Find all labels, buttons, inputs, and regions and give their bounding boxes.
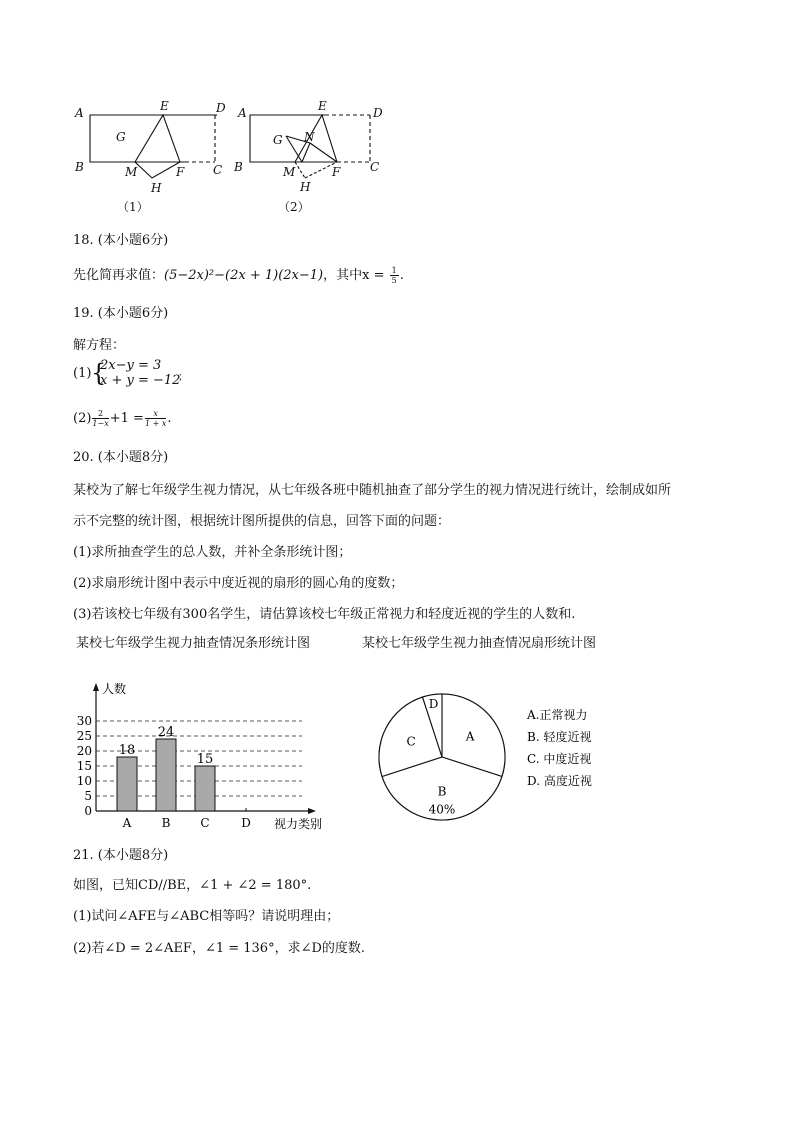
fig2-label-C: C [370, 160, 380, 174]
bar-value-label: 18 [118, 743, 136, 758]
pie-legend-item: A.正常视力 [527, 708, 588, 722]
x-axis-label: 视力类别 [274, 817, 323, 831]
y-tick-label: 0 [84, 804, 92, 818]
pie-legend-item: C. 中度近视 [527, 752, 592, 766]
pie-slice-label: B [437, 784, 447, 799]
q19-heading: 19. (本小题6分) [73, 306, 169, 321]
fig1-label-H: H [151, 181, 162, 195]
fig1-caption: （1） [117, 200, 149, 214]
fig2-label-B: B [234, 160, 243, 174]
y-tick-label: 30 [76, 714, 92, 728]
pie-slice-percent: 40% [428, 802, 456, 817]
q20-line2: 示不完整的统计图，根据统计图所提供的信息，回答下面的问题： [73, 514, 451, 529]
q20-line1: 某校为了解七年级学生视力情况，从七年级各班中随机抽查了部分学生的视力情况进行统计，绘制成如所 [73, 483, 672, 498]
fig2-label-F: F [332, 165, 341, 179]
figure-2 [250, 115, 370, 178]
fig1-label-E: E [160, 99, 169, 113]
x-tick-label: B [161, 816, 171, 830]
fig1-label-D: D [216, 101, 226, 115]
y-axis-arrow-icon [93, 683, 99, 691]
q21-sub1: (1)试问∠AFE与∠ABC相等吗？请说明理由； [73, 909, 340, 924]
pie-slice-label: C [406, 734, 416, 749]
fig2-caption: （2） [278, 200, 310, 214]
q18-expression: (5−2x)²−(2x + 1)(2x−1) [164, 268, 324, 283]
geometry-figures [70, 96, 400, 221]
pie-legend-item: B. 轻度近视 [527, 730, 592, 744]
bar [195, 766, 215, 811]
pie-chart [370, 685, 620, 830]
pie-slice-label: A [465, 729, 475, 744]
bar-value-label: 24 [157, 725, 175, 740]
fig1-label-M: M [125, 165, 138, 179]
q19-part2: (2) $\frac{2}{1-x}$ +1 = $\frac{x}{1 + x}$ . [73, 409, 172, 428]
q19-frac2: $\frac{x}{1 + x}$ [144, 409, 167, 428]
q20-sub3: (3)若该校七年级有300名学生，请估算该校七年级正常视力和轻度近视的学生的人数和. [73, 607, 576, 622]
fig1-label-G: G [116, 130, 126, 144]
q20-heading: 20. (本小题8分) [73, 450, 169, 465]
bar [156, 739, 176, 811]
fig2-label-E: E [318, 99, 327, 113]
y-axis-label: 人数 [102, 682, 127, 696]
q19-eq2: x + y = −12 [100, 373, 181, 388]
x-tick-label: D [241, 816, 251, 830]
bar-chart [70, 675, 340, 835]
y-tick-label: 10 [76, 774, 92, 788]
q21-line1: 如图，已知CD//BE，∠1 + ∠2 = 180°. [73, 878, 312, 893]
bar-value-label: 15 [196, 752, 214, 767]
bar-chart-title: 某校七年级学生视力抽查情况条形统计图 [76, 636, 311, 651]
q20-sub2: (2)求扇形统计图中表示中度近视的扇形的圆心角的度数； [73, 576, 404, 591]
q18-mid: ，其中x = [323, 268, 389, 283]
q19-eq1: 2x−y = 3 [100, 358, 162, 373]
figure-1 [90, 115, 217, 178]
fig2-label-M: M [283, 165, 296, 179]
pie-legend-item: D. 高度近视 [527, 774, 592, 788]
fig2-label-G: G [273, 133, 283, 147]
fig2-label-A: A [238, 106, 247, 120]
q21-heading: 21. (本小题8分) [73, 848, 169, 863]
pie-slice-label: D [428, 697, 439, 712]
x-tick-label: C [200, 816, 210, 830]
fig2-label-H: H [300, 180, 311, 194]
q20-sub1: (1)求所抽查学生的总人数，并补全条形统计图； [73, 545, 352, 560]
q18-prefix: 先化简再求值： [73, 268, 165, 283]
y-tick-label: 25 [76, 729, 92, 743]
fig1-label-B: B [75, 160, 84, 174]
bar [117, 757, 137, 811]
q18-body: 先化简再求值：(5−2x)²−(2x + 1)(2x−1)，其中x = $\frac{1}{5}$ . [73, 266, 404, 285]
q19-part1-label: (1) [73, 366, 92, 381]
fig2-label-N: N [304, 130, 315, 144]
q18-fraction: $\frac{1}{5}$ [391, 266, 397, 285]
q18-heading: 18. (本小题6分) [73, 233, 169, 248]
brace-icon: { [91, 359, 107, 387]
x-tick-label: A [122, 816, 132, 830]
q19-frac1: $\frac{2}{1-x}$ [92, 409, 109, 428]
fig1-label-F: F [176, 165, 185, 179]
fig2-label-D: D [373, 106, 383, 120]
x-axis-arrow-icon [308, 808, 316, 814]
y-tick-label: 5 [84, 789, 92, 803]
q21-sub2: (2)若∠D = 2∠AEF，∠1 = 136°，求∠D的度数. [73, 941, 366, 956]
y-tick-label: 20 [76, 744, 92, 758]
y-tick-label: 15 [76, 759, 92, 773]
pie-chart-title: 某校七年级学生视力抽查情况扇形统计图 [362, 636, 597, 651]
fig1-label-A: A [75, 106, 84, 120]
fig1-label-C: C [213, 163, 223, 177]
q19-intro: 解方程： [73, 338, 126, 353]
